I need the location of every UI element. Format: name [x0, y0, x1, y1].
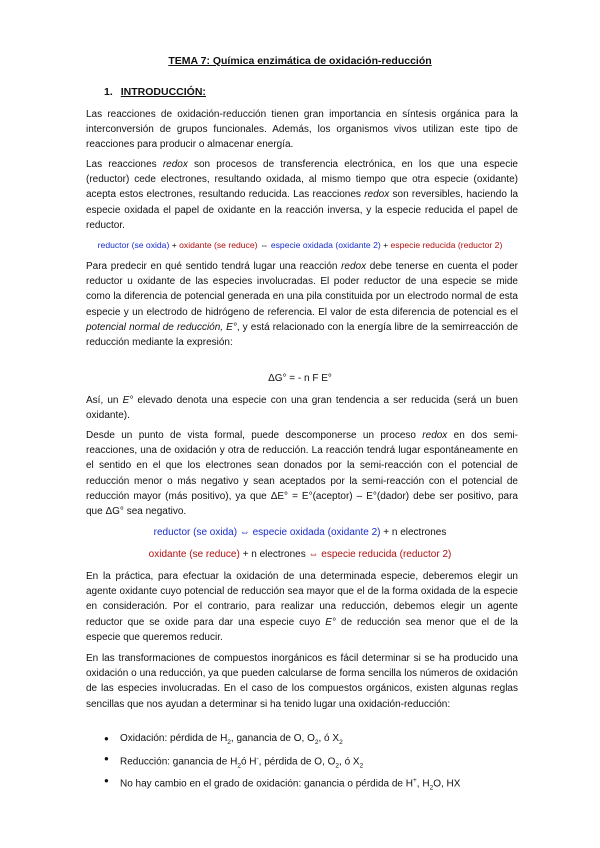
- rules-list: [104, 731, 460, 796]
- section-number: 1.: [104, 86, 113, 98]
- redox-equation: reductor (se oxida) + oxidante (se reduce) ⇔ especie oxidada (oxidante 2) + especie reducida (reductor 2): [97, 240, 503, 250]
- list-item: ● No hay cambio en el grado de oxidación: ganancia o pérdida de H+, $H_2O$, HX: [104, 773, 460, 796]
- paragraph-intro: Las reacciones de oxidación-reducción tienen gran importancia en síntesis orgánica para la interconversión de grupos funcionales. Además, los organismos vivos utilizan este tipo de reacciones para producir o almacenar energía.: [86, 109, 518, 151]
- gibbs-equation: ΔG° = - n F E°: [268, 373, 332, 384]
- paragraph-eo: Así, un E° elevado denota una especie con una gran tendencia a ser reducida (será un buen oxidante).: [86, 395, 518, 422]
- paragraph-rules: En las transformaciones de compuestos inorgánicos es fácil determinar si se ha producido una oxidación o una reducción, ya que pueden calcularse de forma sencilla los números de oxidación de las especies involucradas. En el caso de los compuestos orgánicos, existen algunas reglas sencillas que nos ayudan a determinar si ha tenido lugar una oxidación-reducción:: [86, 653, 518, 710]
- list-item: ● Oxidación: pérdida de $H_2$, ganancia de O, $O_2$, ó $X_2$: [104, 731, 460, 751]
- section-heading: [104, 86, 206, 98]
- paragraph-redox: Las reacciones redox son procesos de transferencia electrónica, en los que una especie (reductor) cede electrones, resultando oxidada, al mismo tiempo que otra especie (oxidante) acepta estos electrones, resultando reducida. Las reacciones redox son reversibles, haciendo la especie oxidada el papel de oxidante en la reacción inversa, y la especie reducida el papel de reductor.: [86, 159, 519, 231]
- page-title: TEMA 7: Química enzimática de oxidación-reducción: [168, 55, 432, 67]
- paragraph-semireactions: Desde un punto de vista formal, puede descomponerse un proceso redox en dos semi-reacciones, una de oxidación y otra de reducción. La reacción tendrá lugar espontáneamente en el sentido en el que los electrones sean donados por la semi-reacción con el potencial de reducción menor o más negativo y sean aceptados por la semi-reacción con el potencial de reducción mayor (más positivo), ya que ΔE° = E°(aceptor) – E°(dador) debe ser positivo, para que ΔG° sea negativo.: [86, 430, 518, 518]
- list-item: ● Reducción: ganancia de $H_2ó$ H-, pérdida de O, $O_2$, ó $X_2$: [104, 751, 460, 774]
- section-label: INTRODUCCIÓN:: [120, 86, 206, 98]
- half-reaction-reduction: oxidante (se reduce) + n electrones ⇔ especie reducida (reductor 2): [148, 549, 452, 560]
- half-reaction-oxidation: reductor (se oxida) ⇔ especie oxidada (oxidante 2) + n electrones: [153, 527, 447, 538]
- paragraph-potential: Para predecir en qué sentido tendrá lugar una reacción redox debe tenerse en cuenta el poder reductor u oxidante de las especies involucradas. El poder reductor de una especie se mide como la diferencia de potencial generada en una pila constituida por un electrodo normal de esta especie y un electrodo de hidrógeno de referencia. El valor de esta diferencia de potencial es el potencial normal de reducción, E°, y está relacionado con la energía libre de la semirreacción de reducción mediante la expresión:: [86, 261, 519, 349]
- paragraph-practice: En la práctica, para efectuar la oxidación de una determinada especie, deberemos elegir un agente oxidante cuyo potencial de reducción sea mayor que el de la forma oxidada de la especie en consideración. Por el contrario, para realizar una reducción, debemos elegir un agente reductor que se oxide para dar una especie cuyo E° de reducción sea menor que el de la especie que queremos reducir.: [86, 571, 518, 643]
